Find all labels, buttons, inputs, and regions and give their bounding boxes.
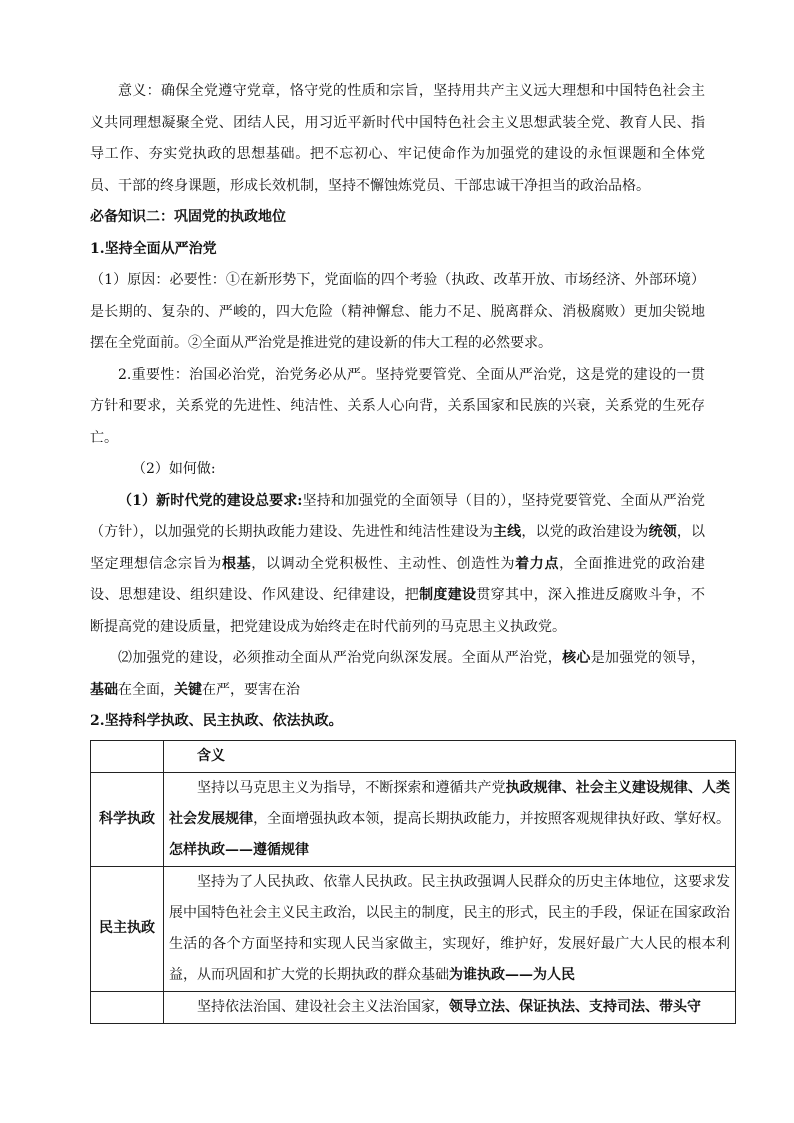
deepen-bold-2: 基础 <box>90 681 118 698</box>
cell-text: 坚持以马克思主义为指导，不断探索和遵循共产党 <box>197 779 506 796</box>
governance-table <box>90 740 736 1024</box>
req-bold-3: 根基 <box>221 555 252 572</box>
req-bold-5: 制度建设 <box>419 587 477 603</box>
table-header-empty-cell <box>91 740 164 772</box>
deepen-text-4: 在严，要害在治 <box>202 681 300 698</box>
req-text-2: ，以党的政治建设为 <box>521 524 649 540</box>
req-bold-2: 统领 <box>648 524 677 540</box>
cell-bold: 执政规律、社会主义建设规律、人类社会发展规律 <box>169 779 730 827</box>
importance-paragraph: 2.重要性：治国必治党，治党务必从严。坚持党要管党、全面从严治党，这是党的建设的一贯方针和要求，关系党的先进性、纯洁性、关系人心向背，关系国家和民族的兴衰，关系党的生死存亡。 <box>90 366 705 446</box>
req-text-1: 坚持和加强党的全面领导（目的），坚持党要管党、全面从严治党（方针），以加强党的长期执政能力建设、先进性和纯洁性建设为 <box>90 492 705 540</box>
howto-heading: （2）如何做: <box>132 461 216 477</box>
deepen-text-2: 是加强党的领导， <box>590 650 706 666</box>
row-content-scientific <box>164 772 736 866</box>
req-bold-1: 主线 <box>493 524 522 540</box>
req-text-4: ，以调动全党积极性、主动性、创造性为 <box>251 555 516 572</box>
subsection-heading-1: 1.坚持全面从严治党 <box>90 240 217 257</box>
table-row <box>91 866 736 991</box>
section-heading: 必备知识二：巩固党的执政地位 <box>90 209 286 225</box>
row-content-democratic <box>164 866 736 991</box>
cell-text: 坚持为了人民执政、依靠人民执政。民主执政强调人民群众的历史主体地位，这要求发展中国特色社会主义民主政治，以民主的制度，民主的形式，民主的手段，保证在国家政治生活的各个方面坚持和实现人民当家做主，实现好，维护好，发展好最广大人民的根本利益，从而巩固和扩大党的长期执政的群众基础 <box>169 873 730 983</box>
requirements-paragraph <box>90 486 705 644</box>
req-text-5: ，全面推进党的政治建设、思想建设、组织建设、作风建设、纪律建设，把 <box>90 555 706 603</box>
cell-text: 坚持依法治国、建设社会主义法治国家， <box>197 998 449 1015</box>
row-content-lawful <box>164 991 736 1023</box>
row-label-lawful <box>91 991 164 1023</box>
table-header-meaning: 含义 <box>164 740 736 772</box>
significance-paragraph: 意义：确保全党遵守党章，恪守党的性质和宗旨，坚持用共产主义远大理想和中国特色社会主义共同理想凝聚全党、团结人民，用习近平新时代中国特色社会主义思想武装全党、教育人民、指导工作、夯实党执政的思想基础。把不忘初心、牢记使命作为加强党的建设的永恒课题和全体党员、干部的终身课题，形成长效机制，坚持不懈蚀炼党员、干部忠诚干净担当的政治品格。 <box>90 83 705 194</box>
deepen-text-1: ⑵加强党的建设，必须推动全面从严治党向纵深发展。全面从严治党， <box>118 650 563 666</box>
cell-bold: 领导立法、保证执法、支持司法、带头守 <box>449 998 701 1015</box>
document-page <box>90 76 731 1024</box>
deepen-text-3: 在全面， <box>118 681 174 698</box>
reason-paragraph: （1）原因：必要性：①在新形势下，党面临的四个考验（执政、改革开放、市场经济、外部环境）是长期的、复杂的、严峻的，四大危险（精神懈怠、能力不足、脱离群众、消极腐败）更加尖锐地摆在全党面前。②全面从严治党是推进党的建设新的伟大工程的必然要求。 <box>90 272 705 351</box>
requirements-lead: （1）新时代党的建设总要求: <box>118 492 303 509</box>
row-label-democratic: 民主执政 <box>91 866 164 991</box>
req-bold-4: 着力点 <box>515 555 560 572</box>
req-text-3: ，以坚定理想信念宗旨为 <box>90 524 706 572</box>
row-label-scientific: 科学执政 <box>91 772 164 866</box>
deepen-bold-3: 关键 <box>174 681 202 698</box>
deepen-bold-1: 核心 <box>562 650 591 666</box>
cell-text: ，全面增强执政本领，提高长期执政能力，并按照客观规律执好政、掌好权。 <box>253 810 731 827</box>
cell-bold: 怎样执政——遵循规律 <box>169 841 309 858</box>
subsection-heading-2: 2.坚持科学执政、民主执政、依法执政。 <box>90 713 343 729</box>
req-text-6: 贯穿其中，深入推进反腐败斗争，不断提高党的建设质量，把党建设成为始终走在时代前列的马克思主义执政党。 <box>90 587 706 635</box>
deepen-paragraph <box>90 643 705 706</box>
cell-bold: 为谁执政——为人民 <box>449 966 575 983</box>
table-row <box>91 772 736 866</box>
table-row <box>91 991 736 1023</box>
table-header-row <box>91 740 736 772</box>
